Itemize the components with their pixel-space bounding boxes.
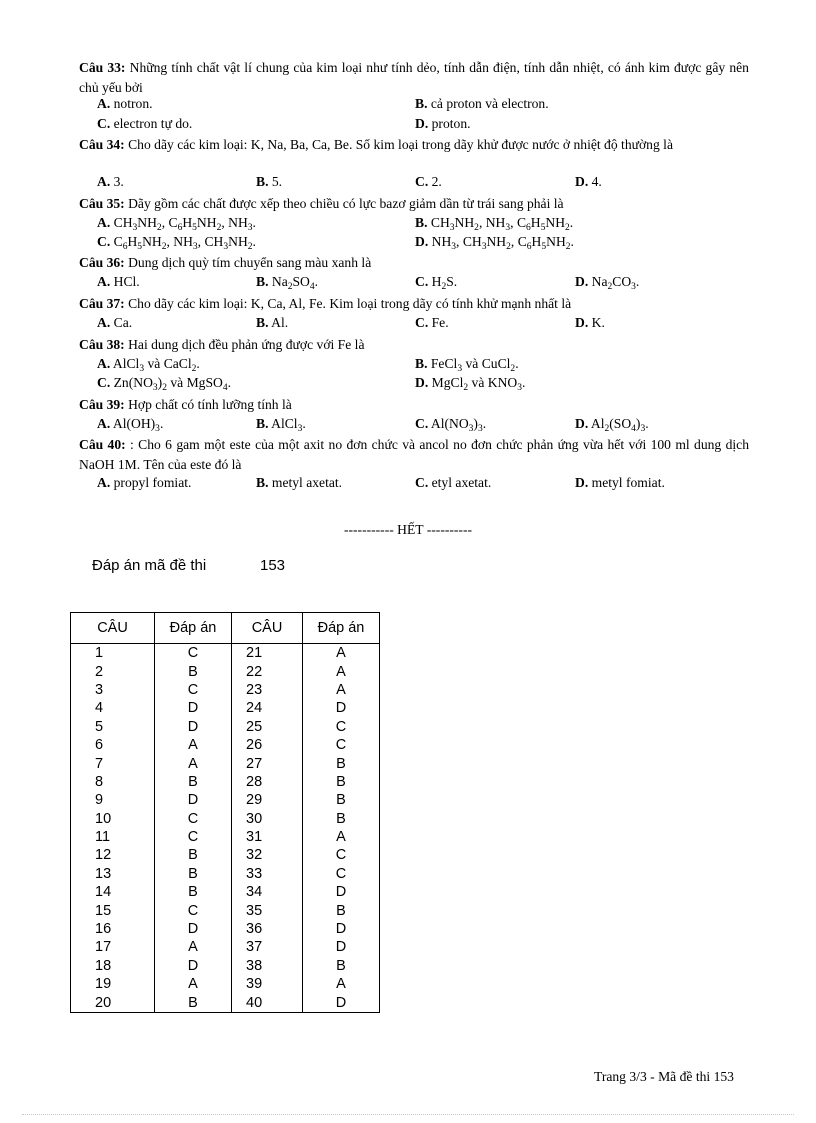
option-a: A. HCl. — [97, 274, 140, 289]
answer-cell: D — [303, 699, 380, 717]
table-row — [71, 662, 380, 680]
option-d: D. 4. — [575, 174, 602, 189]
question-40 — [79, 435, 749, 474]
page-bottom-dotted-line — [22, 1114, 794, 1115]
question-number-cell: 25 — [232, 718, 303, 736]
question-number-cell: 31 — [232, 828, 303, 846]
answer-cell: A — [155, 736, 232, 754]
answer-cell: A — [303, 681, 380, 699]
option-a: A. $Al(OH)_3$. — [97, 416, 164, 434]
answer-cell: D — [303, 920, 380, 938]
answer-cell: B — [155, 846, 232, 864]
question-number-cell: 3 — [71, 681, 155, 699]
question-35 — [79, 194, 749, 214]
table-row — [71, 957, 380, 975]
answer-cell: B — [303, 754, 380, 772]
question-number-cell: 29 — [232, 791, 303, 809]
question-number-cell: 4 — [71, 699, 155, 717]
option-b: B. metyl axetat. — [256, 475, 343, 490]
question-number-cell: 35 — [232, 901, 303, 919]
question-number-cell: 9 — [71, 791, 155, 809]
option-a: A. propyl fomiat. — [97, 475, 192, 490]
table-row — [71, 846, 380, 864]
answer-key-heading — [92, 557, 286, 574]
question-label: Câu 34: — [79, 137, 125, 152]
question-36 — [79, 253, 749, 273]
question-38 — [79, 335, 749, 355]
option-b: B. Al. — [256, 315, 289, 330]
option-d: D. $NH_3$, $CH_3NH_2$, $C_6H_5NH_2$. — [415, 234, 574, 252]
table-row — [71, 901, 380, 919]
question-number-cell: 16 — [71, 920, 155, 938]
option-b: B. cả proton và electron. — [415, 96, 549, 111]
question-number-cell: 36 — [232, 920, 303, 938]
answer-cell: C — [155, 681, 232, 699]
answer-cell: C — [303, 736, 380, 754]
answer-cell: D — [155, 957, 232, 975]
answer-cell: C — [155, 828, 232, 846]
question-text: Hợp chất có tính lưỡng tính là — [128, 397, 292, 412]
answer-cell: A — [155, 975, 232, 993]
answer-key-title: Đáp án mã đề thi — [92, 557, 207, 574]
answer-cell: B — [155, 662, 232, 680]
question-number-cell: 17 — [71, 938, 155, 956]
column-header: CÂU — [232, 613, 303, 644]
table-row — [71, 865, 380, 883]
question-number-cell: 34 — [232, 883, 303, 901]
answer-cell: D — [155, 699, 232, 717]
option-d: D. $Na_2CO_3$. — [575, 274, 640, 292]
table-row — [71, 736, 380, 754]
option-c: C. $H_2S$. — [415, 274, 458, 292]
table-row — [71, 681, 380, 699]
table-row — [71, 883, 380, 901]
table-row — [71, 975, 380, 993]
question-number-cell: 19 — [71, 975, 155, 993]
question-text: Cho dãy các kim loại: K, Na, Ba, Ca, Be. Số kim loại trong dãy khử được nước ở nhiệt độ thường là — [128, 137, 673, 152]
page-footer: Trang 3/3 - Mã đề thi 153 — [594, 1069, 734, 1084]
answer-cell: B — [155, 773, 232, 791]
answer-cell: C — [155, 810, 232, 828]
answer-cell: D — [303, 938, 380, 956]
option-a: A. Ca. — [97, 315, 133, 330]
question-number-cell: 6 — [71, 736, 155, 754]
question-33 — [79, 58, 749, 97]
option-b: B. $CH_3NH_2$, $NH_3$, $C_6H_5NH_2$. — [415, 215, 574, 233]
answer-cell: A — [303, 662, 380, 680]
question-number-cell: 2 — [71, 662, 155, 680]
table-row — [71, 791, 380, 809]
exam-code: 153 — [260, 557, 286, 574]
answer-cell: A — [155, 938, 232, 956]
question-text: : Cho 6 gam một este của một axit no đơn chức và ancol no đơn chức phản ứng vừa hết với 100 ml dung dịch NaOH 1M. Tên của este đó là — [79, 437, 749, 472]
answer-cell: B — [155, 883, 232, 901]
table-row — [71, 993, 380, 1012]
question-number-cell: 40 — [232, 993, 303, 1012]
question-number-cell: 21 — [232, 644, 303, 663]
answer-cell: A — [303, 644, 380, 663]
question-number-cell: 12 — [71, 846, 155, 864]
column-header: Đáp án — [155, 613, 232, 644]
option-c: C. etyl axetat. — [415, 475, 492, 490]
option-c: C. $C_6H_5NH_2$, $NH_3$, $CH_3NH_2$. — [97, 234, 256, 252]
question-number-cell: 13 — [71, 865, 155, 883]
table-row — [71, 699, 380, 717]
answer-cell: C — [303, 865, 380, 883]
answer-cell: D — [303, 993, 380, 1012]
question-number-cell: 28 — [232, 773, 303, 791]
question-number-cell: 22 — [232, 662, 303, 680]
option-a: A. AlCl$_3$ và CaCl$_2$. — [97, 356, 200, 374]
option-b: B. FeCl$_3$ và CuCl$_2$. — [415, 356, 519, 374]
question-number-cell: 27 — [232, 754, 303, 772]
question-number-cell: 30 — [232, 810, 303, 828]
answer-cell: D — [155, 791, 232, 809]
question-label: Câu 39: — [79, 397, 125, 412]
question-number-cell: 37 — [232, 938, 303, 956]
question-number-cell: 5 — [71, 718, 155, 736]
question-text: Những tính chất vật lí chung của kim loại như tính dẻo, tính dẫn điện, tính dẫn nhiệt, có ánh kim được gây nên chủ yếu bởi — [79, 60, 749, 95]
question-text: Dãy gồm các chất được xếp theo chiều có lực bazơ giảm dần từ trái sang phải là — [128, 196, 564, 211]
option-a: A. notron. — [97, 96, 153, 111]
question-label: Câu 37: — [79, 296, 125, 311]
answer-cell: B — [303, 957, 380, 975]
question-label: Câu 36: — [79, 255, 125, 270]
answer-cell: B — [303, 773, 380, 791]
question-text: Dung dịch quỳ tím chuyển sang màu xanh là — [128, 255, 372, 270]
column-header: CÂU — [71, 613, 155, 644]
question-text: Hai dung dịch đều phản ứng được với Fe là — [128, 337, 365, 352]
question-number-cell: 23 — [232, 681, 303, 699]
answer-cell: D — [303, 883, 380, 901]
option-a: A. $CH_3NH_2$, $C_6H_5NH_2$, $NH_3$. — [97, 215, 256, 233]
question-label: Câu 35: — [79, 196, 125, 211]
question-39 — [79, 395, 749, 415]
option-c: C. 2. — [415, 174, 442, 189]
question-number-cell: 8 — [71, 773, 155, 791]
option-b: B. AlCl$_3$. — [256, 416, 306, 434]
option-d: D. MgCl$_2$ và $KNO_3$. — [415, 375, 526, 393]
option-c: C. Fe. — [415, 315, 449, 330]
option-b: B. $Na_2SO_4$. — [256, 274, 319, 292]
question-number-cell: 11 — [71, 828, 155, 846]
question-number-cell: 32 — [232, 846, 303, 864]
question-number-cell: 26 — [232, 736, 303, 754]
answer-cell: B — [303, 810, 380, 828]
answer-cell: C — [303, 718, 380, 736]
option-d: D. metyl fomiat. — [575, 475, 665, 490]
table-header-row — [71, 613, 380, 644]
question-label: Câu 38: — [79, 337, 125, 352]
question-number-cell: 1 — [71, 644, 155, 663]
question-number-cell: 7 — [71, 754, 155, 772]
question-number-cell: 20 — [71, 993, 155, 1012]
question-text: Cho dãy các kim loại: K, Ca, Al, Fe. Kim loại trong dãy có tính khử mạnh nhất là — [128, 296, 572, 311]
table-row — [71, 718, 380, 736]
answer-cell: C — [155, 644, 232, 663]
option-d: D. K. — [575, 315, 605, 330]
table-row — [71, 644, 380, 663]
end-marker: ----------- HẾT ---------- — [343, 522, 473, 537]
option-c: C. $Al(NO_3)_3$. — [415, 416, 487, 434]
table-row — [71, 754, 380, 772]
answer-cell: B — [303, 901, 380, 919]
table-row — [71, 828, 380, 846]
question-37 — [79, 294, 749, 314]
answer-cell: A — [155, 754, 232, 772]
answer-cell: C — [155, 901, 232, 919]
table-row — [71, 773, 380, 791]
question-number-cell: 38 — [232, 957, 303, 975]
question-number-cell: 39 — [232, 975, 303, 993]
answer-cell: A — [303, 828, 380, 846]
question-number-cell: 33 — [232, 865, 303, 883]
answer-cell: B — [303, 791, 380, 809]
answer-cell: D — [155, 920, 232, 938]
answer-key-table — [70, 612, 380, 1013]
option-d: D. $Al_2(SO_4)_3$. — [575, 416, 649, 434]
answer-cell: C — [303, 846, 380, 864]
question-number-cell: 10 — [71, 810, 155, 828]
answer-cell: B — [155, 865, 232, 883]
table-row — [71, 810, 380, 828]
answer-cell: A — [303, 975, 380, 993]
question-number-cell: 15 — [71, 901, 155, 919]
question-label: Câu 33: — [79, 60, 126, 75]
option-b: B. 5. — [256, 174, 283, 189]
option-c: C. electron tự do. — [97, 116, 193, 131]
question-number-cell: 24 — [232, 699, 303, 717]
answer-cell: B — [155, 993, 232, 1012]
question-label: Câu 40: — [79, 437, 126, 452]
table-row — [71, 938, 380, 956]
table-row — [71, 920, 380, 938]
answer-cell: D — [155, 718, 232, 736]
question-number-cell: 18 — [71, 957, 155, 975]
question-number-cell: 14 — [71, 883, 155, 901]
option-a: A. 3. — [97, 174, 124, 189]
option-d: D. proton. — [415, 116, 471, 131]
column-header: Đáp án — [303, 613, 380, 644]
question-34 — [79, 135, 749, 155]
option-c: C. $Zn(NO_3)_2$ và MgSO$_4$. — [97, 375, 232, 393]
